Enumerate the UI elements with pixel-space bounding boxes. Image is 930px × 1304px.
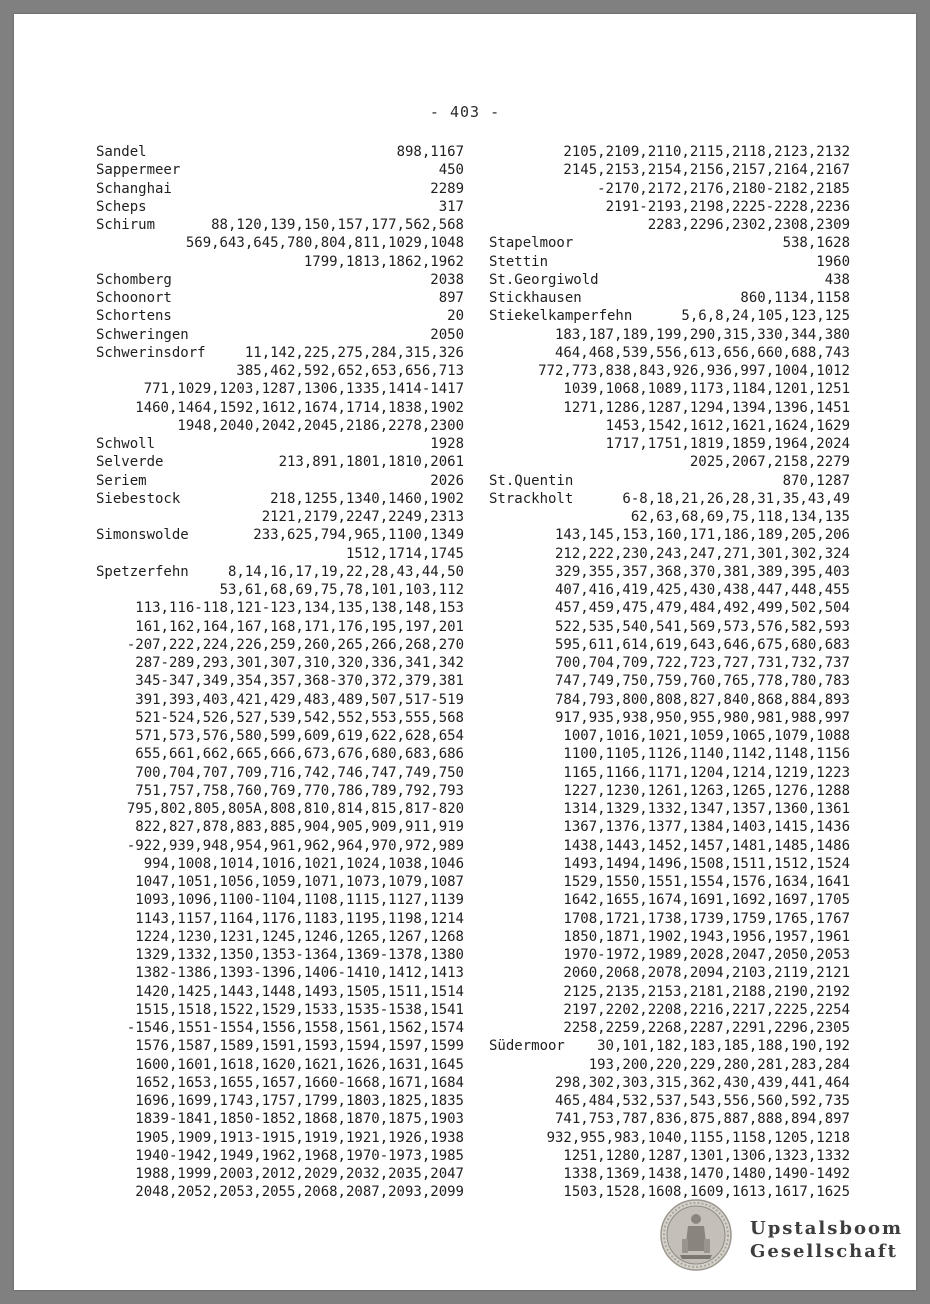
place-name: Schortens [96,308,172,325]
index-entry [96,891,464,909]
index-entry [489,180,850,198]
index-entry [489,307,850,325]
reference-numbers: 457,459,475,479,484,492,499,502,504 [554,600,850,617]
reference-numbers: 1314,1329,1332,1347,1357,1360,1361 [563,801,850,817]
reference-numbers: 218,1255,1340,1460,1902 [270,490,464,507]
index-entry [96,161,464,179]
reference-numbers: 897 [438,290,464,306]
reference-numbers: 2050 [430,326,464,343]
place-name: Strackholt [489,490,574,507]
index-entry [489,928,850,946]
index-entry [96,1019,464,1037]
reference-numbers: 771,1029,1203,1287,1306,1335,1414-1417 [143,381,464,398]
reference-numbers: 1960 [816,253,850,270]
reference-numbers: 2197,2202,2208,2216,2217,2225,2254 [563,1001,850,1018]
reference-numbers: 1143,1157,1164,1176,1183,1195,1198,1214 [135,910,464,927]
reference-numbers: 521-524,526,527,539,542,552,553,555,568 [135,709,464,726]
index-entry [96,873,464,891]
reference-numbers: 1453,1542,1612,1621,1624,1629 [605,417,850,434]
reference-numbers: 464,468,539,556,613,656,660,688,743 [554,344,850,361]
reference-numbers: 822,827,878,883,885,904,905,909,911,919 [135,819,464,836]
reference-numbers: 298,302,303,315,362,430,439,441,464 [554,1074,850,1091]
reference-numbers: 1382-1386,1393-1396,1406-1410,1412,1413 [135,965,464,982]
index-entry [96,326,464,344]
reference-numbers: 655,661,662,665,666,673,676,680,683,686 [135,746,464,763]
reference-numbers: 1271,1286,1287,1294,1394,1396,1451 [563,399,850,416]
reference-numbers: 2025,2067,2158,2279 [689,454,850,471]
reference-numbers: 1007,1016,1021,1059,1065,1079,1088 [563,728,850,744]
reference-numbers: 772,773,838,843,926,936,997,1004,1012 [538,363,850,379]
place-name: Schirum [96,217,156,233]
reference-numbers: 62,63,68,69,75,118,134,135 [630,509,850,525]
index-entry [489,198,850,216]
reference-numbers: -922,939,948,954,961,962,964,970,972,989 [126,837,464,854]
reference-numbers: 465,484,532,537,543,556,560,592,735 [554,1093,850,1109]
index-entry [96,453,464,471]
place-name: Sandel [96,144,147,160]
reference-numbers: 1227,1230,1261,1263,1265,1276,1288 [563,782,850,799]
index-entry [96,672,464,690]
index-entry [96,307,464,325]
index-entry [96,563,464,581]
index-entry [489,1147,850,1165]
reference-numbers: 747,749,750,759,760,765,778,780,783 [554,673,850,690]
index-entry [96,818,464,836]
index-entry [96,855,464,873]
index-entry [489,1165,850,1183]
place-name: Siebestock [96,490,181,507]
index-entry [489,891,850,909]
index-entry [489,837,850,855]
index-entry [96,234,464,252]
index-entry [96,380,464,398]
index-entry [96,399,464,417]
index-entry [489,800,850,818]
index-entry [489,745,850,763]
index-entry [489,618,850,636]
reference-numbers: 870,1287 [782,472,850,489]
index-entry [489,344,850,362]
reference-numbers: 53,61,68,69,75,78,101,103,112 [219,582,464,598]
index-entry [96,526,464,544]
reference-numbers: 1460,1464,1592,1612,1674,1714,1838,1902 [135,399,464,416]
index-entry [489,326,850,344]
reference-numbers: 595,611,614,619,643,646,675,680,683 [554,636,850,653]
reference-numbers: 700,704,709,722,723,727,731,732,737 [554,655,850,671]
index-entry [489,563,850,581]
index-entry [96,253,464,271]
index-entry [489,654,850,672]
reference-numbers: 571,573,576,580,599,609,619,622,628,654 [135,728,464,744]
place-name: Schwoll [96,436,156,452]
reference-numbers: 233,625,794,965,1100,1349 [253,527,464,544]
reference-numbers: 1652,1653,1655,1657,1660-1668,1671,1684 [135,1074,464,1091]
place-name: Simonswolde [96,527,189,544]
place-name: Schanghai [96,180,172,197]
reference-numbers: 1329,1332,1350,1353-1364,1369-1378,1380 [135,947,464,963]
index-entry [489,490,850,508]
index-entry [489,983,850,1001]
reference-numbers: 2191-2193,2198,2225-2228,2236 [605,198,850,215]
index-entry [489,636,850,654]
reference-numbers: 538,1628 [782,235,850,252]
reference-numbers: 1165,1166,1171,1204,1214,1219,1223 [563,764,850,781]
index-entry [489,782,850,800]
index-entry [489,472,850,490]
reference-numbers: -207,222,224,226,259,260,265,266,268,270 [126,636,464,653]
index-entry [96,1183,464,1201]
reference-numbers: 1420,1425,1443,1448,1493,1505,1511,1514 [135,983,464,1000]
index-entry [96,362,464,380]
index-entry [489,1129,850,1147]
index-entry [489,1001,850,1019]
reference-numbers: 6-8,18,21,26,28,31,35,43,49 [622,490,850,507]
reference-numbers: 2125,2135,2153,2181,2188,2190,2192 [563,983,850,1000]
reference-numbers: 1696,1699,1743,1757,1799,1803,1825,1835 [135,1093,464,1109]
place-name: Stiekelkamperfehn [489,308,633,325]
index-entry [489,727,850,745]
reference-numbers: 193,200,220,229,280,281,283,284 [588,1056,850,1073]
index-entry [489,855,850,873]
reference-numbers: 1529,1550,1551,1554,1576,1634,1641 [563,874,850,890]
index-entry [96,800,464,818]
index-entry [489,873,850,891]
seal-icon [660,1199,732,1271]
reference-numbers: 212,222,230,243,247,271,301,302,324 [554,545,850,562]
index-entry [489,526,850,544]
reference-numbers: 1515,1518,1522,1529,1533,1535-1538,1541 [135,1001,464,1018]
index-entry [96,654,464,672]
index-entry [489,435,850,453]
reference-numbers: 113,116-118,121-123,134,135,138,148,153 [135,600,464,617]
index-entry [96,910,464,928]
index-entry [96,1037,464,1055]
index-entry [96,417,464,435]
place-name: Schoonort [96,290,172,306]
index-entry [96,1074,464,1092]
reference-numbers: 2289 [430,180,464,197]
reference-numbers: 20 [447,308,464,325]
watermark-line-2: Gesellschaft [750,1241,898,1262]
reference-numbers: 1928 [430,436,464,452]
reference-numbers: 784,793,800,808,827,840,868,884,893 [554,691,850,708]
reference-numbers: 1367,1376,1377,1384,1403,1415,1436 [563,819,850,836]
reference-numbers: 2105,2109,2110,2115,2118,2123,2132 [563,144,850,160]
index-entry [96,490,464,508]
reference-numbers: 11,142,225,275,284,315,326 [244,344,464,361]
index-entry [489,1092,850,1110]
index-entry [489,453,850,471]
index-entry [96,1129,464,1147]
reference-numbers: 450 [438,162,464,179]
index-entry [96,599,464,617]
reference-numbers: 317 [438,198,464,215]
watermark-text [750,1217,903,1263]
index-entry [489,946,850,964]
place-name: Spetzerfehn [96,563,189,580]
reference-numbers: 569,643,645,780,804,811,1029,1048 [185,235,464,252]
reference-numbers: 1905,1909,1913-1915,1919,1921,1926,1938 [135,1129,464,1146]
index-entry [489,216,850,234]
index-entry [96,727,464,745]
reference-numbers: 917,935,938,950,955,980,981,988,997 [554,709,850,726]
reference-numbers: 2026 [430,472,464,489]
index-entry [489,271,850,289]
index-entry [489,253,850,271]
reference-numbers: 1438,1443,1452,1457,1481,1485,1486 [563,837,850,854]
index-entry [96,289,464,307]
reference-numbers: 1940-1942,1949,1962,1968,1970-1973,1985 [135,1147,464,1164]
place-name: Südermoor [489,1038,565,1055]
reference-numbers: 1988,1999,2003,2012,2029,2032,2035,2047 [135,1166,464,1182]
index-entry [96,764,464,782]
reference-numbers: 994,1008,1014,1016,1021,1024,1038,1046 [143,855,464,872]
index-entry [96,545,464,563]
reference-numbers: 407,416,419,425,430,438,447,448,455 [554,582,850,598]
index-entry [96,782,464,800]
index-entry [489,672,850,690]
index-entry [489,581,850,599]
reference-numbers: 700,704,707,709,716,742,746,747,749,750 [135,764,464,781]
reference-numbers: 30,101,182,183,185,188,190,192 [597,1038,850,1055]
reference-numbers: 2121,2179,2247,2249,2313 [261,509,464,525]
index-entry [96,1092,464,1110]
watermark-line-1: Upstalsboom [750,1218,904,1239]
index-entry [489,143,850,161]
index-entry [489,964,850,982]
index-entry [96,344,464,362]
reference-numbers: 1576,1587,1589,1591,1593,1594,1597,1599 [135,1038,464,1055]
reference-numbers: 161,162,164,167,168,171,176,195,197,201 [135,618,464,635]
index-entry [96,1110,464,1128]
index-entry [96,435,464,453]
reference-numbers: 1039,1068,1089,1173,1184,1201,1251 [563,381,850,398]
reference-numbers: 287-289,293,301,307,310,320,336,341,342 [135,655,464,671]
index-entry [96,271,464,289]
reference-numbers: 1600,1601,1618,1620,1621,1626,1631,1645 [135,1056,464,1073]
reference-numbers: 329,355,357,368,370,381,389,395,403 [554,563,850,580]
reference-numbers: 5,6,8,24,105,123,125 [681,308,850,325]
index-entry [96,709,464,727]
index-entry [489,1037,850,1055]
index-entry [96,983,464,1001]
index-entry [489,234,850,252]
reference-numbers: 88,120,139,150,157,177,562,568 [211,217,464,233]
index-entry [489,709,850,727]
index-entry [489,417,850,435]
index-entry [96,618,464,636]
reference-numbers: 1338,1369,1438,1470,1480,1490-1492 [563,1166,850,1182]
reference-numbers: 2038 [430,271,464,288]
index-entry [489,1110,850,1128]
reference-numbers: 1948,2040,2042,2045,2186,2278,2300 [177,417,464,434]
place-name: Schweringen [96,326,189,343]
reference-numbers: 741,753,787,836,875,887,888,894,897 [554,1111,850,1128]
index-entry [489,545,850,563]
place-name: Stapelmoor [489,235,574,252]
reference-numbers: 2060,2068,2078,2094,2103,2119,2121 [563,965,850,982]
reference-numbers: 1799,1813,1862,1962 [303,253,464,270]
place-name: St.Georgiwold [489,271,599,288]
reference-numbers: 2258,2259,2268,2287,2291,2296,2305 [563,1020,850,1036]
place-name: Stettin [489,253,549,270]
index-entry [96,1056,464,1074]
index-column-right [489,143,850,1202]
reference-numbers: 1100,1105,1126,1140,1142,1148,1156 [563,746,850,763]
index-entry [96,198,464,216]
index-entry [96,216,464,234]
reference-numbers: 795,802,805,805A,808,810,814,815,817-820 [126,801,464,817]
index-entry [489,1019,850,1037]
reference-numbers: 438 [824,271,850,288]
index-entry [96,143,464,161]
reference-numbers: 751,757,758,760,769,770,786,789,792,793 [135,782,464,799]
reference-numbers: -1546,1551-1554,1556,1558,1561,1562,1574 [126,1020,464,1036]
index-entry [96,837,464,855]
reference-numbers: 2048,2052,2053,2055,2068,2087,2093,2099 [135,1184,464,1201]
place-name: Selverde [96,454,164,471]
index-entry [96,581,464,599]
place-name: Scheps [96,198,147,215]
reference-numbers: 522,535,540,541,569,573,576,582,593 [554,618,850,635]
index-entry [489,399,850,417]
index-entry [489,289,850,307]
place-name: Stickhausen [489,290,582,306]
reference-numbers: 1708,1721,1738,1739,1759,1765,1767 [563,910,850,927]
reference-numbers: 8,14,16,17,19,22,28,43,44,50 [227,563,464,580]
reference-numbers: 391,393,403,421,429,483,489,507,517-519 [135,691,464,708]
index-entry [96,946,464,964]
reference-numbers: 1642,1655,1674,1691,1692,1697,1705 [563,892,850,909]
reference-numbers: 143,145,153,160,171,186,189,205,206 [554,527,850,544]
index-entry [489,818,850,836]
reference-numbers: 213,891,1801,1810,2061 [278,454,464,471]
reference-numbers: 932,955,983,1040,1155,1158,1205,1218 [546,1129,850,1146]
reference-numbers: 2145,2153,2154,2156,2157,2164,2167 [563,162,850,179]
reference-numbers: 1224,1230,1231,1245,1246,1265,1267,1268 [135,928,464,945]
index-entry [489,599,850,617]
reference-numbers: 898,1167 [396,144,464,160]
index-entry [96,472,464,490]
index-entry [489,910,850,928]
index-entry [96,636,464,654]
place-name: Schwerinsdorf [96,344,206,361]
reference-numbers: 1850,1871,1902,1943,1956,1957,1961 [563,928,850,945]
reference-numbers: 1493,1494,1496,1508,1511,1512,1524 [563,855,850,872]
reference-numbers: 1047,1051,1056,1059,1071,1073,1079,1087 [135,874,464,890]
index-entry [96,745,464,763]
index-entry [489,161,850,179]
index-entry [96,1147,464,1165]
reference-numbers: 345-347,349,354,357,368-370,372,379,381 [135,673,464,690]
index-entry [96,928,464,946]
index-entry [489,380,850,398]
place-name: Sappermeer [96,162,181,179]
index-column-left [96,143,464,1202]
reference-numbers: -2170,2172,2176,2180-2182,2185 [597,180,850,197]
index-entry [96,1001,464,1019]
reference-numbers: 1970-1972,1989,2028,2047,2050,2053 [563,947,850,963]
index-entry [96,691,464,709]
index-entry [489,1074,850,1092]
reference-numbers: 1251,1280,1287,1301,1306,1323,1332 [563,1147,850,1164]
index-entry [489,1056,850,1074]
reference-numbers: 860,1134,1158 [740,290,850,306]
reference-numbers: 1093,1096,1100-1104,1108,1115,1127,1139 [135,892,464,909]
index-entry [96,180,464,198]
index-entry [489,691,850,709]
reference-numbers: 1717,1751,1819,1859,1964,2024 [605,436,850,452]
reference-numbers: 1839-1841,1850-1852,1868,1870,1875,1903 [135,1111,464,1128]
place-name: St.Quentin [489,472,574,489]
page-number: - 403 - [429,103,501,121]
index-entry [489,508,850,526]
reference-numbers: 183,187,189,199,290,315,330,344,380 [554,326,850,343]
index-entry [489,764,850,782]
place-name: Schomberg [96,271,172,288]
reference-numbers: 1503,1528,1608,1609,1613,1617,1625 [563,1184,850,1201]
reference-numbers: 2283,2296,2302,2308,2309 [647,217,850,233]
index-entry [96,508,464,526]
index-entry [489,362,850,380]
index-entry [96,1165,464,1183]
place-name: Seriem [96,472,147,489]
reference-numbers: 1512,1714,1745 [345,545,464,562]
index-entry [96,964,464,982]
reference-numbers: 385,462,592,652,653,656,713 [236,363,464,379]
